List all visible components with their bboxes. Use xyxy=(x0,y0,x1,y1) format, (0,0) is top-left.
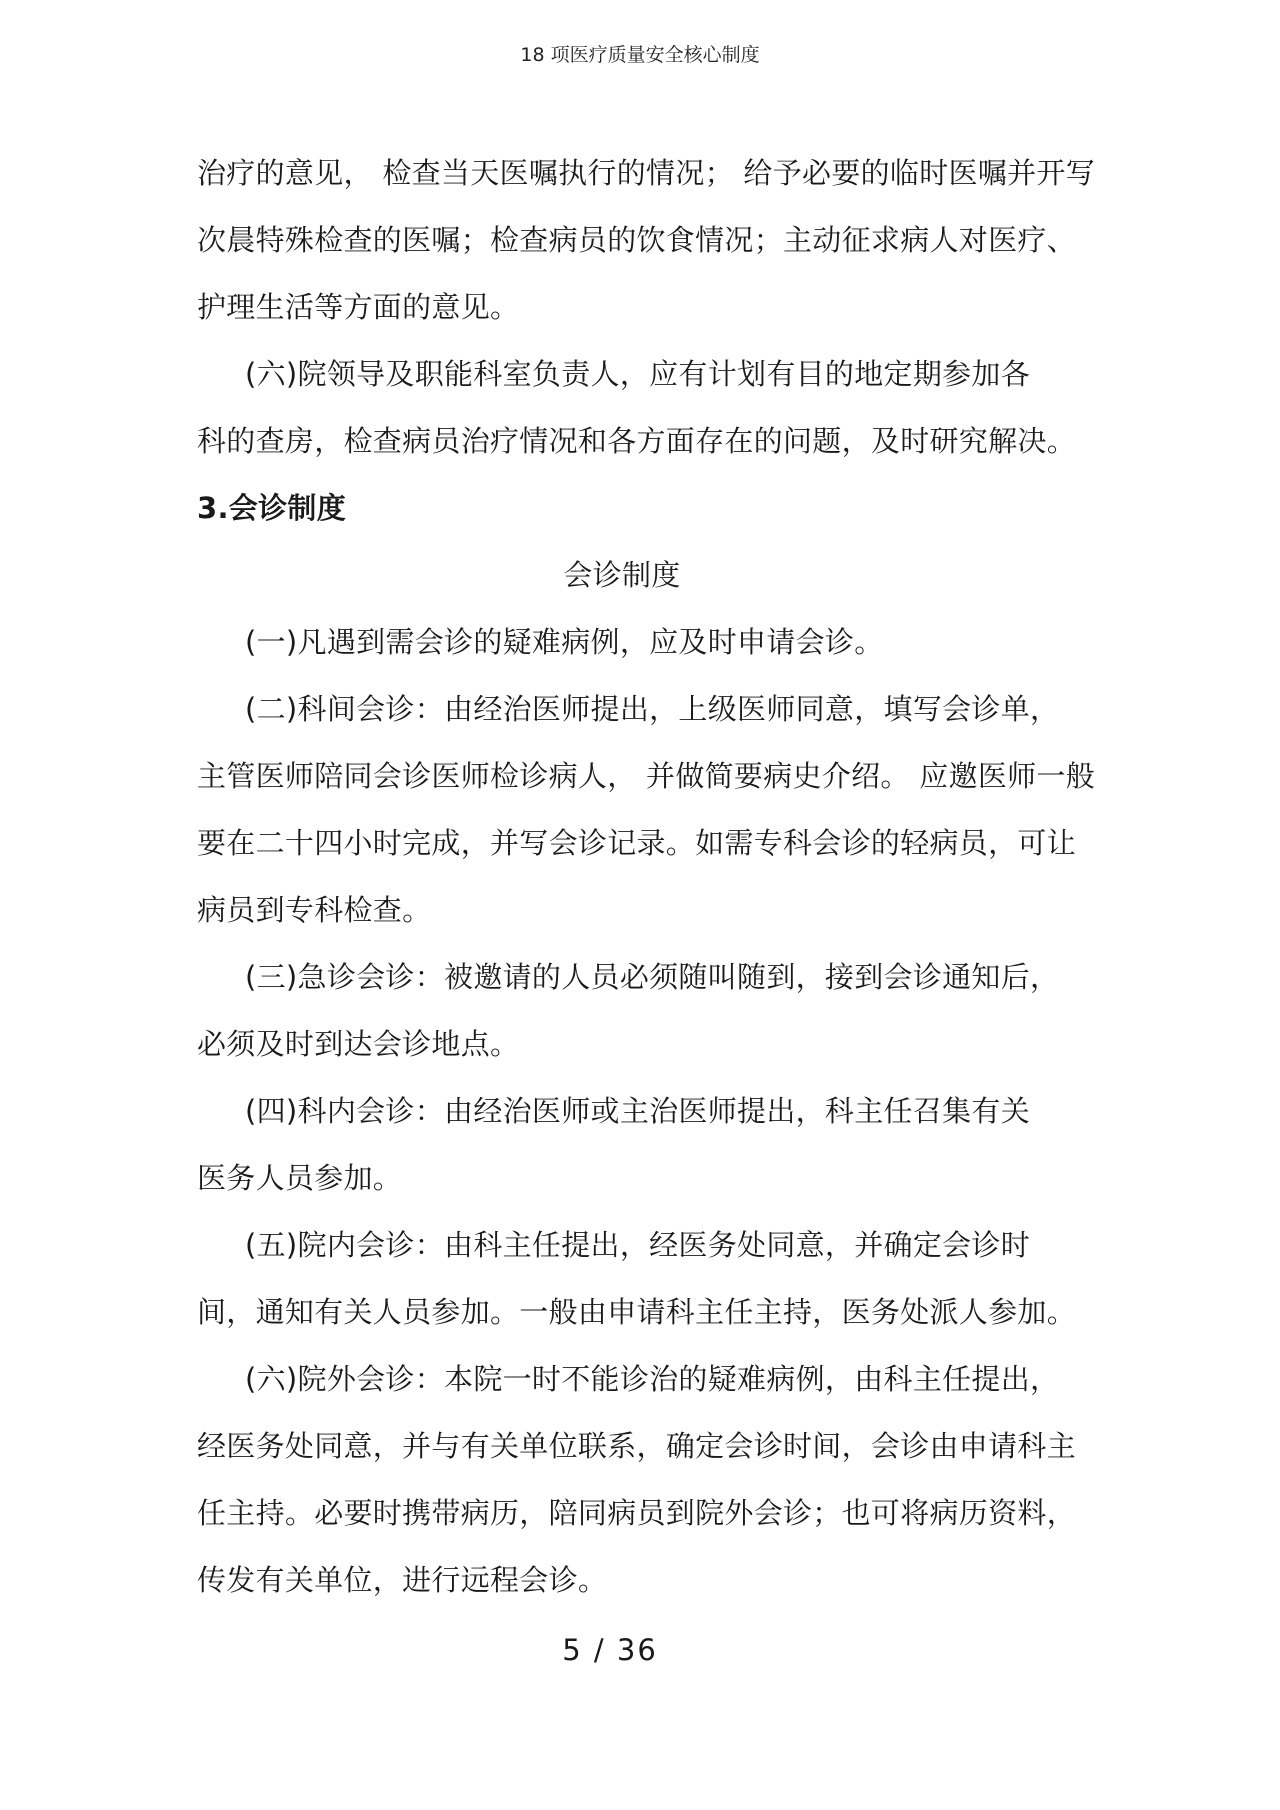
section-heading: 3.会诊制度 xyxy=(197,491,346,525)
paragraph-line: (三)急诊会诊：被邀请的人员必须随叫随到，接到会诊通知后， xyxy=(245,960,1060,994)
paragraph-line: 任主持。必要时携带病历，陪同病员到院外会诊；也可将病历资料， xyxy=(197,1496,1077,1530)
paragraph-line: 治疗的意见， 检查当天医嘱执行的情况； 给予必要的临时医嘱并开写 xyxy=(197,156,1096,190)
paragraph-line: (一)凡遇到需会诊的疑难病例，应及时申请会诊。 xyxy=(245,625,884,659)
paragraph-line: 主管医师陪同会诊医师检诊病人， 并做简要病史介绍。 应邀医师一般 xyxy=(197,759,1096,793)
paragraph-line: (六)院领导及职能科室负责人，应有计划有目的地定期参加各 xyxy=(245,357,1031,391)
paragraph-line: 科的查房，检查病员治疗情况和各方面存在的问题，及时研究解决。 xyxy=(197,424,1077,458)
paragraph-line: (四)科内会诊：由经治医师或主治医师提出，科主任召集有关 xyxy=(245,1094,1031,1128)
paragraph-line: 必须及时到达会诊地点。 xyxy=(197,1027,520,1061)
document-body xyxy=(197,140,1107,1614)
paragraph-line: (六)院外会诊：本院一时不能诊治的疑难病例，由科主任提出， xyxy=(245,1362,1060,1396)
paragraph-line: (二)科间会诊：由经治医师提出，上级医师同意，填写会诊单， xyxy=(245,692,1060,726)
section-subtitle: 会诊制度 xyxy=(563,558,681,592)
paragraph-line: 间，通知有关人员参加。一般由申请科主任主持，医务处派人参加。 xyxy=(197,1295,1077,1329)
paragraph-line: 医务人员参加。 xyxy=(197,1161,403,1195)
paragraph-line: 病员到专科检查。 xyxy=(197,893,432,927)
paragraph-line: 次晨特殊检查的医嘱；检查病员的饮食情况；主动征求病人对医疗、 xyxy=(197,223,1077,257)
paragraph-line: 护理生活等方面的意见。 xyxy=(197,290,520,324)
page-header: 18 项医疗质量安全核心制度 xyxy=(520,44,760,66)
paragraph-line: 要在二十四小时完成，并写会诊记录。如需专科会诊的轻病员，可让 xyxy=(197,826,1077,860)
page-number: 5 / 36 xyxy=(562,1633,658,1667)
paragraph-line: 经医务处同意，并与有关单位联系，确定会诊时间，会诊由申请科主 xyxy=(197,1429,1077,1463)
paragraph-line: 传发有关单位，进行远程会诊。 xyxy=(197,1563,608,1597)
paragraph-line: (五)院内会诊：由科主任提出，经医务处同意，并确定会诊时 xyxy=(245,1228,1031,1262)
